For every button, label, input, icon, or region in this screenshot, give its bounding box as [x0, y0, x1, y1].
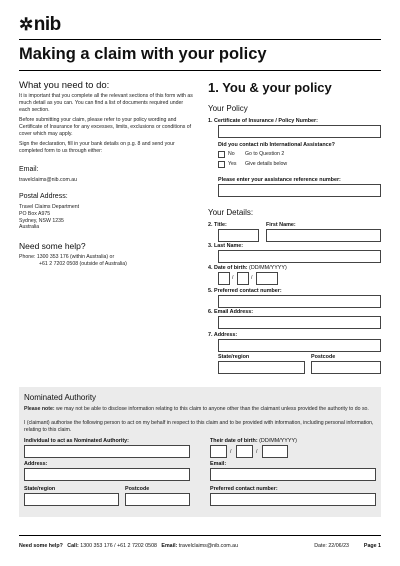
- phone-line-2: +61 2 7202 0508 (outside of Australia): [39, 261, 127, 267]
- what-heading: What you need to do:: [19, 80, 110, 91]
- dob-separator: /: [232, 275, 234, 281]
- help-heading: Need some help?: [19, 241, 86, 251]
- dob-separator: /: [251, 275, 253, 281]
- assistance-question: Did you contact nib International Assistance?: [218, 142, 335, 148]
- individual-field[interactable]: [24, 445, 190, 458]
- dob-separator: /: [256, 449, 258, 455]
- nominee-email-label: Email:: [210, 461, 227, 467]
- first-name-field[interactable]: [266, 229, 381, 242]
- postal-address: [19, 204, 79, 231]
- assistance-yes-label: Yes: [228, 161, 237, 167]
- footer-date: Date: 22/06/23: [314, 543, 349, 549]
- nominee-postcode-label: Postcode: [125, 486, 150, 492]
- section-title: 1. You & your policy: [208, 80, 332, 95]
- individual-label: Individual to act as Nominated Authority:: [24, 438, 129, 444]
- phone-line-1: Phone: 1300 353 176 (within Australia) or: [19, 254, 115, 260]
- footer-rule: [19, 535, 381, 536]
- nominee-contact-label: Preferred contact number:: [210, 486, 278, 492]
- q6-label: 6. Email Address:: [208, 309, 254, 315]
- reference-label: Please enter your assistance reference number:: [218, 177, 341, 183]
- intro-para-1: It is important that you complete all the relevant sections of this form with as much detail as you can. You can find a list of documents required under each section.: [19, 93, 193, 113]
- state-label: State/region: [218, 354, 250, 360]
- postcode-field[interactable]: [311, 361, 381, 374]
- address-field[interactable]: [218, 339, 381, 352]
- postal-line: Sydney, NSW 1235: [19, 217, 64, 224]
- assistance-yes-checkbox[interactable]: [218, 161, 225, 168]
- nominated-heading: Nominated Authority: [24, 393, 97, 402]
- footer-phone: 1300 353 176 / +61 2 7202 0508: [80, 543, 157, 549]
- dob-separator: /: [230, 449, 232, 455]
- footer-help: Need some help?: [19, 543, 63, 549]
- intro-para-2: Before submitting your claim, please refer to your policy wording and Certificate of Insurance for any excesses, limits, exclusions or conditions of cover which may apply.: [19, 117, 192, 137]
- email-address[interactable]: travelclaims@nib.com.au: [19, 177, 78, 183]
- assistance-no-hint: Go to Question 2: [245, 151, 285, 157]
- their-dob-label: Their date of birth: (DD/MM/YYYY): [210, 438, 297, 444]
- title-rule: [19, 70, 381, 71]
- nib-logo-text: nib: [33, 14, 61, 35]
- page-title: Making a claim with your policy: [19, 45, 267, 63]
- nominated-authorise-text: I (claimant) authorise the following person to act on my behalf in respect to this claim and to be provided with information, including personal information, relating to this claim.: [24, 420, 374, 433]
- details-heading: Your Details:: [208, 208, 254, 217]
- assistance-yes-hint: Give details below: [245, 161, 288, 167]
- nominee-contact-field[interactable]: [210, 493, 376, 506]
- postal-line: Travel Claims Department: [19, 204, 80, 210]
- dob-day-field[interactable]: [218, 272, 230, 285]
- title-field[interactable]: [218, 229, 259, 242]
- q2-label: 2. Title:: [208, 222, 227, 228]
- q1-label: 1. Certificate of Insurance / Policy Number:: [208, 118, 318, 124]
- nominee-dob-year-field[interactable]: [262, 445, 288, 458]
- dob-year-field[interactable]: [256, 272, 278, 285]
- header-rule: [19, 39, 381, 40]
- dob-month-field[interactable]: [237, 272, 249, 285]
- nominee-postcode-field[interactable]: [125, 493, 190, 506]
- q3-label: 3. Last Name:: [208, 243, 244, 249]
- intro-para-3: Sign the declaration, fill in your bank details on p.g. 8 and send your completed form to us through either:: [19, 141, 175, 154]
- reference-number-field[interactable]: [218, 184, 381, 197]
- q5-label: 5. Preferred contact number:: [208, 288, 282, 294]
- footer: Need some help? Call: 1300 353 176 / +61 2 7202 0508 Email: travelclaims@nib.com.au Date: 22/06/23 Page 1: [19, 543, 381, 549]
- nib-star-icon: ✲: [19, 15, 33, 34]
- assistance-no-checkbox[interactable]: [218, 151, 225, 158]
- postal-heading: Postal Address:: [19, 193, 68, 200]
- postal-line: Australia: [19, 224, 40, 231]
- q4-label: 4. Date of birth: (DD/MM/YYYY): [208, 265, 287, 271]
- nominee-address-label: Address:: [24, 461, 48, 467]
- nominated-note: Please note: we may not be able to disclose information relating to this claim to anyone other than the claimant unless provided the authority to do so.: [24, 406, 369, 412]
- postal-line: PO Box A975: [19, 210, 51, 217]
- first-name-label: First Name:: [266, 222, 296, 228]
- nominee-dob-day-field[interactable]: [210, 445, 227, 458]
- footer-email[interactable]: travelclaims@nib.com.au: [178, 543, 239, 549]
- postcode-label: Postcode: [311, 354, 336, 360]
- q7-label: 7. Address:: [208, 332, 238, 338]
- policy-number-field[interactable]: [218, 125, 381, 138]
- last-name-field[interactable]: [218, 250, 381, 263]
- assistance-no-label: No: [228, 151, 235, 157]
- state-field[interactable]: [218, 361, 305, 374]
- nominee-dob-month-field[interactable]: [236, 445, 253, 458]
- page-number: Page 1: [363, 543, 381, 549]
- nominee-email-field[interactable]: [210, 468, 376, 481]
- nominee-address-field[interactable]: [24, 468, 190, 481]
- nib-logo: [19, 14, 61, 36]
- email-address-field[interactable]: [218, 316, 381, 329]
- contact-number-field[interactable]: [218, 295, 381, 308]
- nominee-state-label: State/region: [24, 486, 56, 492]
- policy-heading: Your Policy: [208, 104, 248, 113]
- nominee-state-field[interactable]: [24, 493, 119, 506]
- email-heading: Email:: [19, 166, 39, 173]
